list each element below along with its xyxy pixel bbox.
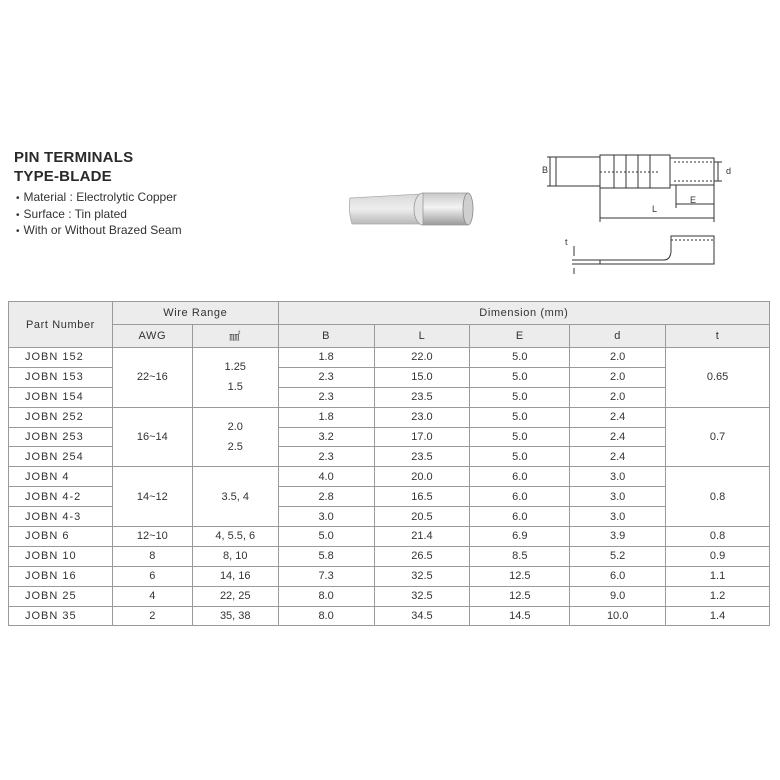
spec-list: [16, 190, 182, 240]
dim-e: 5.0: [470, 427, 570, 447]
awg-cell: 22~16: [112, 348, 192, 408]
dim-d: 2.0: [570, 348, 666, 368]
spec-material: • Material : Electrolytic Copper: [16, 190, 182, 207]
dim-l: 34.5: [374, 606, 470, 626]
awg-cell: 12~10: [112, 527, 192, 547]
table-row: [9, 527, 770, 547]
dim-t: 0.7: [666, 407, 770, 467]
part-number: JOBN 4-3: [9, 507, 113, 527]
mm2-value: 1.5: [227, 381, 243, 394]
table-row: [9, 546, 770, 566]
table-row: [9, 606, 770, 626]
dim-b: 1.8: [278, 407, 374, 427]
mm2-cell: 4, 5.5, 6: [192, 527, 278, 547]
header-awg: AWG: [112, 325, 192, 348]
dim-e: 5.0: [470, 348, 570, 368]
dim-t: 0.9: [666, 546, 770, 566]
dim-e: 6.0: [470, 507, 570, 527]
dim-l: 32.5: [374, 586, 470, 606]
dim-e: 5.0: [470, 367, 570, 387]
header-d: d: [570, 325, 666, 348]
table-row: [9, 348, 770, 368]
dim-b: 2.3: [278, 387, 374, 407]
dim-b: 8.0: [278, 606, 374, 626]
mm2-cell: 35, 38: [192, 606, 278, 626]
dim-b: 2.3: [278, 367, 374, 387]
part-number: JOBN 152: [9, 348, 113, 368]
dim-l: 16.5: [374, 487, 470, 507]
dim-d: 3.0: [570, 467, 666, 487]
mm2-value: 2.5: [227, 441, 243, 453]
part-number: JOBN 25: [9, 586, 113, 606]
part-number: JOBN 16: [9, 566, 113, 586]
dim-e: 12.5: [470, 586, 570, 606]
dim-l: 17.0: [374, 427, 470, 447]
product-subtitle: TYPE-BLADE: [14, 168, 112, 185]
awg-cell: 16~14: [112, 407, 192, 467]
dim-b: 5.0: [278, 527, 374, 547]
dim-l: 23.5: [374, 387, 470, 407]
dim-label-t: t: [565, 237, 568, 247]
part-number: JOBN 254: [9, 447, 113, 467]
dim-d: 5.2: [570, 546, 666, 566]
dimension-drawing: [540, 148, 760, 278]
header-b: B: [278, 325, 374, 348]
mm2-cell: 22, 25: [192, 586, 278, 606]
part-number: JOBN 154: [9, 387, 113, 407]
dim-d: 9.0: [570, 586, 666, 606]
dim-b: 3.2: [278, 427, 374, 447]
part-number: JOBN 4-2: [9, 487, 113, 507]
awg-cell: 4: [112, 586, 192, 606]
dim-d: 3.9: [570, 527, 666, 547]
dim-d: 2.4: [570, 407, 666, 427]
dim-d: 2.4: [570, 447, 666, 467]
dim-d: 3.0: [570, 507, 666, 527]
part-number: JOBN 253: [9, 427, 113, 447]
header-dimension: Dimension (mm): [278, 302, 769, 325]
mm2-value: 2.0: [227, 421, 243, 433]
dim-l: 23.0: [374, 407, 470, 427]
table-row: [9, 407, 770, 427]
dim-e: 12.5: [470, 566, 570, 586]
dim-e: 5.0: [470, 447, 570, 467]
dim-b: 1.8: [278, 348, 374, 368]
dim-l: 21.4: [374, 527, 470, 547]
dim-e: 5.0: [470, 407, 570, 427]
dim-d: 2.0: [570, 367, 666, 387]
awg-cell: 2: [112, 606, 192, 626]
dim-l: 26.5: [374, 546, 470, 566]
dim-label-d: d: [726, 166, 732, 176]
dim-l: 23.5: [374, 447, 470, 467]
spec-surface: • Surface : Tin plated: [16, 207, 182, 224]
dim-e: 6.9: [470, 527, 570, 547]
awg-cell: 14~12: [112, 467, 192, 527]
dim-b: 8.0: [278, 586, 374, 606]
dim-e: 14.5: [470, 606, 570, 626]
dim-e: 5.0: [470, 387, 570, 407]
part-number: JOBN 35: [9, 606, 113, 626]
part-number: JOBN 4: [9, 467, 113, 487]
dim-t: 1.2: [666, 586, 770, 606]
mm2-cell: 3.5, 4: [192, 467, 278, 527]
dim-d: 2.0: [570, 387, 666, 407]
dim-t: 0.8: [666, 527, 770, 547]
dim-l: 20.0: [374, 467, 470, 487]
dim-d: 10.0: [570, 606, 666, 626]
mm2-cell: 14, 16: [192, 566, 278, 586]
dim-e: 6.0: [470, 487, 570, 507]
awg-cell: 8: [112, 546, 192, 566]
dim-t: 1.4: [666, 606, 770, 626]
header-e: E: [470, 325, 570, 348]
dimension-table: [8, 301, 770, 626]
mm2-value: 1.25: [224, 361, 246, 374]
part-number: JOBN 153: [9, 367, 113, 387]
dim-t: 1.1: [666, 566, 770, 586]
dim-l: 15.0: [374, 367, 470, 387]
dim-l: 22.0: [374, 348, 470, 368]
mm2-cell: [192, 348, 278, 408]
pin-terminal-photo: [340, 180, 480, 240]
table-row: [9, 586, 770, 606]
dim-l: 32.5: [374, 566, 470, 586]
part-number: JOBN 10: [9, 546, 113, 566]
header-t: t: [666, 325, 770, 348]
dim-l: 20.5: [374, 507, 470, 527]
dim-e: 8.5: [470, 546, 570, 566]
dim-label-b: B: [542, 165, 549, 175]
part-number: JOBN 252: [9, 407, 113, 427]
table-row: [9, 467, 770, 487]
dim-d: 3.0: [570, 487, 666, 507]
dim-b: 2.3: [278, 447, 374, 467]
dim-label-l: L: [652, 204, 658, 214]
dim-b: 2.8: [278, 487, 374, 507]
table-row: [9, 566, 770, 586]
dim-d: 2.4: [570, 427, 666, 447]
dim-d: 6.0: [570, 566, 666, 586]
awg-cell: 6: [112, 566, 192, 586]
dim-e: 6.0: [470, 467, 570, 487]
header-mm2: ㎟: [192, 325, 278, 348]
dim-t: 0.65: [666, 348, 770, 408]
header-wire-range: Wire Range: [112, 302, 278, 325]
mm2-cell: 8, 10: [192, 546, 278, 566]
part-number: JOBN 6: [9, 527, 113, 547]
dim-label-e: E: [690, 195, 697, 205]
mm2-cell: [192, 407, 278, 467]
dim-b: 7.3: [278, 566, 374, 586]
product-title: PIN TERMINALS: [14, 149, 134, 166]
dim-b: 3.0: [278, 507, 374, 527]
header-l: L: [374, 325, 470, 348]
dim-b: 4.0: [278, 467, 374, 487]
dim-t: 0.8: [666, 467, 770, 527]
spec-seam: • With or Without Brazed Seam: [16, 223, 182, 240]
dim-b: 5.8: [278, 546, 374, 566]
header-part-number: Part Number: [9, 302, 113, 348]
